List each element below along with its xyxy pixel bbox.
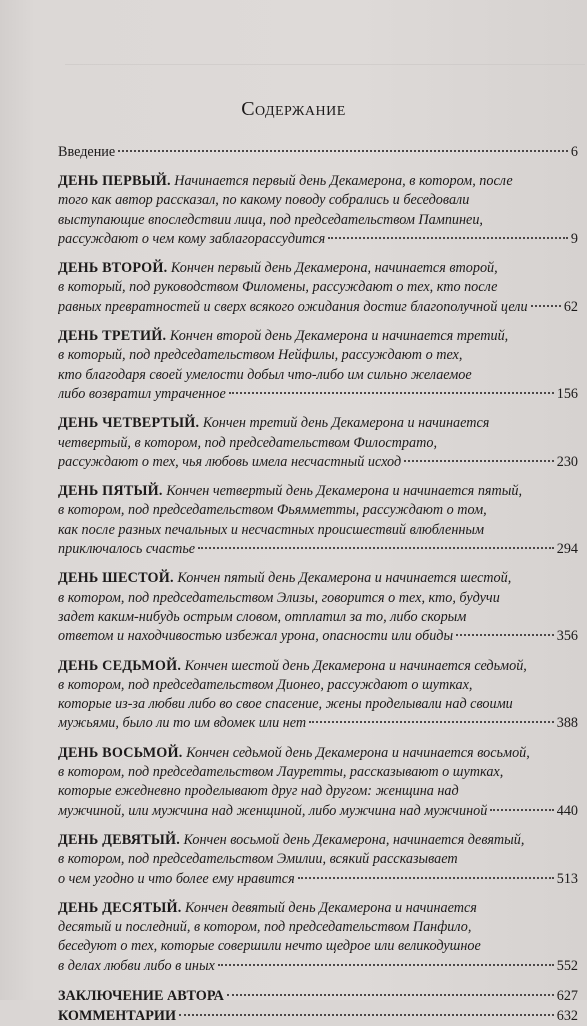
- toc-entry-line: [58, 385, 578, 404]
- toc-entry-line: [58, 482, 578, 501]
- toc-days: [58, 172, 578, 976]
- leader-dots: [198, 547, 554, 549]
- toc-entry-heading: ДЕНЬ ПЕРВЫЙ.: [58, 173, 171, 189]
- leader-dots: [227, 994, 554, 996]
- leader-dots: [179, 1014, 554, 1016]
- toc-entry-page: 9: [570, 230, 578, 247]
- toc-outro: [58, 986, 578, 1026]
- toc-entry-line: [58, 501, 578, 520]
- toc-entry[interactable]: [58, 569, 578, 646]
- leader-dots: [456, 634, 554, 636]
- toc-entry-text: Кончен четвертый день Декамерона и начинается пятый,: [166, 483, 523, 500]
- toc-entry-text: Кончен третий день Декамерона и начинается: [202, 415, 490, 432]
- toc-entry-page: 294: [556, 541, 578, 558]
- leader-dots: [328, 237, 568, 239]
- toc-outro-label: КОММЕНТАРИИ: [58, 1007, 176, 1024]
- toc-entry-line: [58, 191, 578, 210]
- toc-entry[interactable]: [58, 172, 578, 249]
- toc-entry-text: в котором, под председательством Элизы, говорится о тех, кто, будучи: [58, 589, 500, 606]
- toc-entry-line: [58, 540, 578, 559]
- toc-entry-text: как после разных печальных и несчастных происшествий влюбленным: [58, 521, 485, 538]
- toc-entry-text: в котором, под председательством Эмилии, всякий рассказывает: [58, 851, 458, 868]
- leader-dots: [218, 964, 554, 966]
- toc-entry-line: [58, 298, 578, 317]
- toc-entry-line: [58, 627, 578, 646]
- toc-entry-line: [58, 831, 578, 850]
- toc-entry-line: [58, 327, 578, 346]
- toc-entry-text: мужчиной, или мужчина над женщиной, либо мужчина над мужчиной: [58, 802, 488, 819]
- toc-entry-line: [58, 589, 578, 608]
- toc-entry-line: [58, 937, 578, 956]
- toc-entry-text: беседуют о тех, которые совершили нечто щедрое или великодушное: [58, 938, 481, 955]
- toc-entry-heading: ДЕНЬ ДЕСЯТЫЙ.: [58, 899, 182, 916]
- toc-entry[interactable]: [58, 259, 578, 317]
- toc-entry-line: [58, 172, 578, 191]
- toc-entry-text: кто благодаря своей умелости добыл что-либо им сильно желаемое: [58, 366, 472, 383]
- toc-entry-line: [58, 657, 578, 676]
- toc-entry-line: [58, 899, 578, 918]
- toc-entry-heading: ДЕНЬ СЕДЬМОЙ.: [58, 657, 182, 674]
- toc-entry[interactable]: [58, 327, 578, 404]
- toc-entry-text: либо возвратил утраченное: [58, 385, 226, 402]
- toc-entry-text: в который, под председательством Нейфилы, рассуждают о тех,: [58, 347, 463, 364]
- toc-outro-entry[interactable]: [58, 1006, 578, 1026]
- leader-dots: [490, 809, 553, 811]
- toc-entry-text: Начинается первый день Декамерона, в котором, после: [174, 173, 513, 189]
- toc-entry-page: 356: [556, 628, 578, 645]
- toc-entry[interactable]: [58, 657, 578, 734]
- toc-entry-page: 440: [556, 802, 578, 819]
- toc-entry-text: в котором, под председательством Фьямметты, рассуждают о том,: [58, 502, 487, 519]
- toc-entry-line: [58, 211, 578, 230]
- toc-entry-text: о чем угодно и что более ему нравится: [58, 870, 295, 887]
- toc-entry[interactable]: [58, 482, 578, 559]
- toc-intro-label: Введение: [58, 144, 116, 160]
- toc-entry-line: [58, 918, 578, 937]
- toc-entry-heading: ДЕНЬ ВТОРОЙ.: [58, 260, 168, 277]
- toc-entry-text: рассуждают о чем кому заблагорассудится: [58, 230, 326, 247]
- toc-entry[interactable]: [58, 744, 578, 821]
- toc-entry-line: [58, 366, 578, 385]
- toc-entry-text: задет каким-нибудь острым словом, отплатил за то, либо скорым: [58, 608, 467, 625]
- toc-entry-line: [58, 744, 578, 763]
- toc-entry-text: Кончен первый день Декамерона, начинается второй,: [170, 260, 498, 277]
- toc-intro[interactable]: [58, 142, 578, 162]
- toc-entry-text: Кончен девятый день Декамерона и начинается: [185, 899, 477, 916]
- toc-entry-text: которые из-за любви либо во свое спасение, жены проделывали над своими: [58, 696, 513, 713]
- toc-entry-line: [58, 676, 578, 695]
- toc-entry-text: в делах любви либо в иных: [58, 957, 215, 974]
- toc-entry-line: [58, 608, 578, 627]
- toc-entry-page: 513: [556, 870, 578, 887]
- toc-entry-line: [58, 695, 578, 714]
- toc-entry-line: [58, 714, 578, 733]
- toc-entry-line: [58, 434, 578, 453]
- toc-entry-heading: ДЕНЬ ПЯТЫЙ.: [58, 483, 163, 500]
- toc-entry-line: [58, 782, 578, 801]
- toc-entry-line: [58, 763, 578, 782]
- leader-dots: [531, 305, 561, 307]
- toc-entry-heading: ДЕНЬ ВОСЬМОЙ.: [58, 744, 183, 761]
- toc-entry-line: [58, 414, 578, 433]
- toc-entry-text: в котором, под председательством Дионео, рассуждают о шутках,: [58, 676, 473, 693]
- toc-entry-text: мужьями, было ли то им вдомек или нет: [58, 715, 307, 732]
- leader-dots: [118, 150, 568, 152]
- toc-entry-text: четвертый, в котором, под председательством Филострато,: [58, 434, 437, 451]
- toc-entry-line: [58, 278, 578, 297]
- toc-entry-text: Кончен восьмой день Декамерона, начинается девятый,: [183, 831, 525, 848]
- toc-entry-text: Кончен седьмой день Декамерона и начинается восьмой,: [186, 744, 530, 761]
- toc-entry-text: рассуждают о тех, чья любовь имела несчастный исход: [58, 453, 402, 470]
- toc-entry-line: [58, 259, 578, 278]
- toc-entry-text: Кончен шестой день Декамерона и начинается седьмой,: [184, 657, 527, 674]
- toc-outro-label: ЗАКЛЮЧЕНИЕ АВТОРА: [58, 987, 224, 1004]
- toc-entry-text: приключалось счастье: [58, 541, 196, 558]
- toc-entry-heading: ДЕНЬ ДЕВЯТЫЙ.: [58, 831, 180, 848]
- toc-entry-page: 230: [556, 453, 578, 470]
- toc-entry-line: [58, 957, 578, 976]
- toc-entry-page: 62: [563, 298, 578, 315]
- toc-entry-line: [58, 230, 578, 249]
- toc-entry-page: 552: [556, 957, 578, 974]
- toc-entry-line: [58, 346, 578, 365]
- toc-entry-line: [58, 870, 578, 889]
- toc-entry-line: [58, 521, 578, 540]
- toc-entry-text: Кончен второй день Декамерона и начинается третий,: [169, 328, 509, 345]
- toc-entry-text: десятый и последний, в котором, под председательством Панфило,: [58, 919, 472, 936]
- toc-entry[interactable]: [58, 414, 578, 472]
- toc-entry-text: ответом и находчивостью избежал урона, опасности или обиды: [58, 628, 454, 645]
- toc-entry-text: того как автор рассказал, по какому поводу собрались и беседовали: [58, 192, 470, 209]
- toc-outro-page: 632: [556, 1007, 578, 1024]
- toc-entry-text: Кончен пятый день Декамерона и начинается шестой,: [177, 570, 512, 587]
- toc-entry-heading: ДЕНЬ ЧЕТВЕРТЫЙ.: [58, 415, 200, 432]
- toc-entry-line: [58, 569, 578, 588]
- toc-entry-line: [58, 453, 578, 472]
- toc-entry-line: [58, 850, 578, 869]
- toc-entry-page: 388: [556, 715, 578, 732]
- toc-entry-page: 156: [556, 385, 578, 402]
- leader-dots: [298, 877, 554, 879]
- toc-entry-text: выступающие впоследствии лица, под председательством Пампинеи,: [58, 211, 483, 228]
- page-title: Содержание: [241, 98, 346, 120]
- toc-entry-text: в который, под руководством Филомены, рассуждают о тех, кто после: [58, 279, 498, 296]
- toc-entry-heading: ДЕНЬ ШЕСТОЙ.: [58, 570, 174, 587]
- leader-dots: [404, 460, 554, 462]
- leader-dots: [229, 392, 554, 394]
- toc-entry-text: которые ежедневно проделывают друг над другом: женщина над: [58, 783, 459, 800]
- toc-entry[interactable]: [58, 831, 578, 889]
- toc-entry-text: в котором, под председательством Лауретты, рассказывают о шутках,: [58, 764, 504, 781]
- table-of-contents: [58, 142, 578, 1026]
- toc-intro-page: 6: [570, 144, 578, 160]
- toc-entry-heading: ДЕНЬ ТРЕТИЙ.: [58, 328, 167, 345]
- toc-entry-text: равных превратностей и сверх всякого ожидания достиг благополучной цели: [58, 298, 528, 315]
- leader-dots: [309, 721, 554, 723]
- toc-outro-entry[interactable]: [58, 986, 578, 1006]
- toc-outro-page: 627: [556, 987, 578, 1004]
- toc-entry-line: [58, 802, 578, 821]
- toc-entry[interactable]: [58, 899, 578, 976]
